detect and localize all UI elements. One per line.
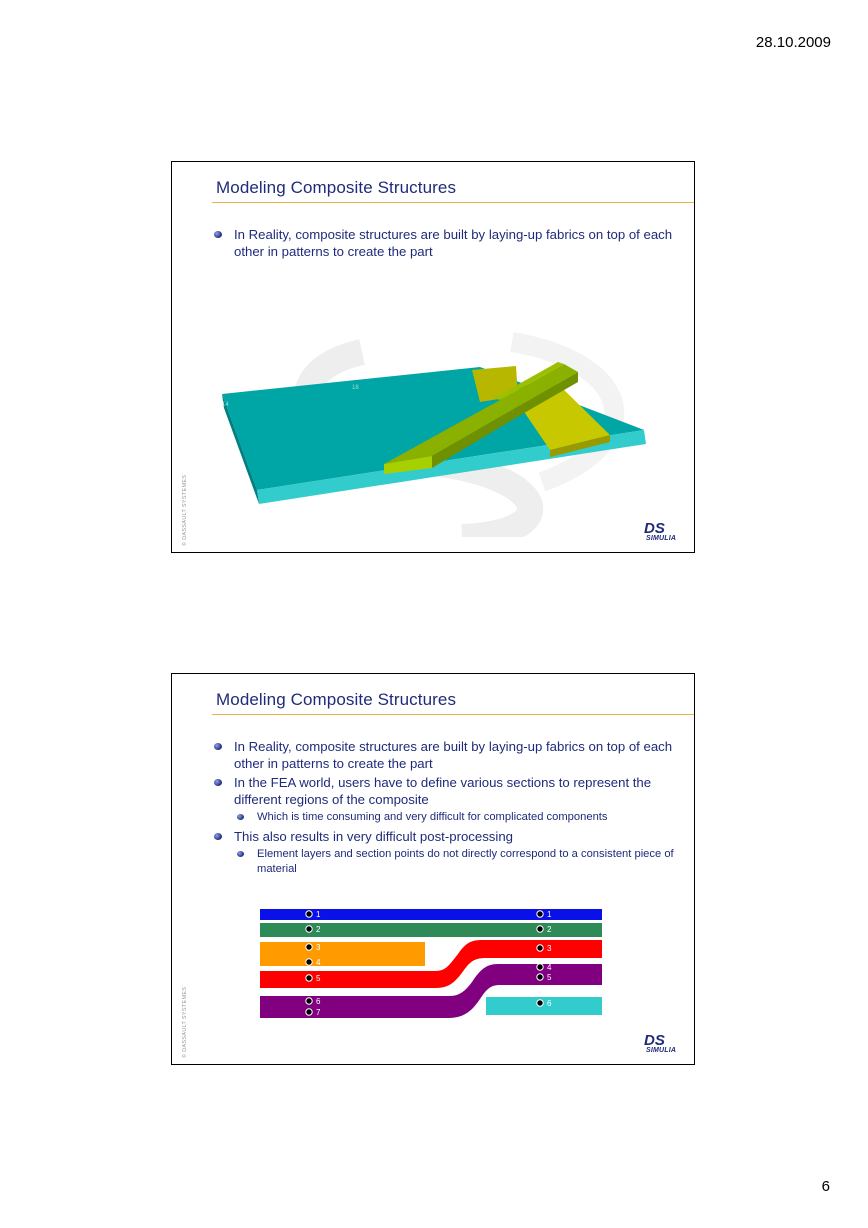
- left-section-point-label: 4: [316, 958, 321, 967]
- left-section-point-label: 6: [316, 997, 321, 1006]
- left-section-point-label: 5: [316, 974, 321, 983]
- copyright-notice: © DASSAULT SYSTEMES: [182, 986, 188, 1058]
- right-section-point-label: 3: [547, 944, 552, 953]
- left-section-point: [306, 926, 312, 932]
- right-section-point-label: 1: [547, 910, 552, 919]
- sub-bullet-icon: [237, 814, 244, 820]
- right-section-point: [537, 1000, 543, 1006]
- left-section-point: [306, 959, 312, 965]
- slide-title: Modeling Composite Structures: [216, 690, 457, 709]
- right-section-point: [537, 964, 543, 970]
- right-section-point-label: 5: [547, 973, 552, 982]
- left-section-point-label: 7: [316, 1008, 321, 1017]
- left-section-point: [306, 1009, 312, 1015]
- slide-title: Modeling Composite Structures: [216, 178, 457, 197]
- left-section-point-label: 3: [316, 943, 321, 952]
- left-section-point: [306, 944, 312, 950]
- sub-bullet-icon: [237, 851, 244, 857]
- sub-bullet-item: Element layers and section points do not directly correspond to a consistent piece of material: [212, 847, 680, 877]
- left-section-point: [306, 975, 312, 981]
- left-section-point: [306, 998, 312, 1004]
- bullet-item: In Reality, composite structures are built by laying-up fabrics on top of each other in patterns to create the part: [212, 738, 680, 772]
- right-section-point: [537, 911, 543, 917]
- header-date: 28.10.2009: [755, 34, 831, 51]
- right-section-point-label: 2: [547, 925, 552, 934]
- left-section-point: [306, 911, 312, 917]
- bullet-icon: [214, 743, 222, 750]
- svg-text:14: 14: [222, 402, 229, 408]
- bullet-list: [212, 226, 680, 262]
- ply-section-diagram: [260, 906, 604, 1022]
- svg-text:18: 18: [352, 385, 359, 391]
- ds-logo-mark: DS: [644, 520, 665, 537]
- bullet-icon: [214, 833, 222, 840]
- logo-text: SIMULIA: [646, 535, 677, 542]
- simulia-logo: [640, 520, 682, 546]
- bullet-item: This also results in very difficult post-processing: [212, 828, 680, 845]
- composite-layup-3d-illustration: [212, 332, 695, 537]
- ds-logo-mark: DS: [644, 1032, 665, 1049]
- title-rule: [212, 714, 694, 715]
- title-rule: [212, 202, 694, 203]
- bullet-item: In the FEA world, users have to define various sections to represent the different regions of the composite: [212, 774, 680, 808]
- bullet-item: In Reality, composite structures are built by laying-up fabrics on top of each other in patterns to create the part: [212, 226, 680, 260]
- sub-bullet-item: Which is time consuming and very difficult for complicated components: [212, 810, 680, 825]
- right-section-point: [537, 926, 543, 932]
- bullet-icon: [214, 231, 222, 238]
- copyright-notice: © DASSAULT SYSTEMES: [182, 474, 188, 546]
- page-number: 6: [821, 1178, 830, 1195]
- ply-orange: [260, 942, 425, 966]
- right-section-point: [537, 945, 543, 951]
- slide-2: [171, 673, 695, 1065]
- simulia-logo: [640, 1032, 682, 1058]
- right-section-point-label: 4: [547, 963, 552, 972]
- bullet-icon: [214, 779, 222, 786]
- ply-teal: [486, 997, 602, 1015]
- right-section-point-label: 6: [547, 999, 552, 1008]
- bullet-list: [212, 738, 680, 880]
- right-section-point: [537, 974, 543, 980]
- left-section-point-label: 2: [316, 925, 321, 934]
- logo-text: SIMULIA: [646, 1047, 677, 1054]
- slide-1: [171, 161, 695, 553]
- left-section-point-label: 1: [316, 910, 321, 919]
